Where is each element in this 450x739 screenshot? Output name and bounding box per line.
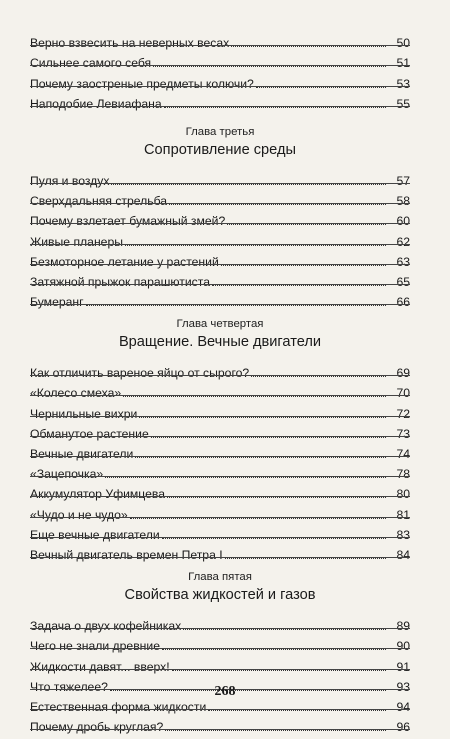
- chapter-label: Глава третья: [185, 125, 255, 138]
- leader-dots: [251, 356, 386, 377]
- entry-page: 73: [396, 426, 410, 441]
- toc-section-continued: [30, 26, 410, 111]
- toc-entry: [30, 164, 410, 188]
- entry-title: Бумеранг: [30, 295, 84, 310]
- toc-entry: [30, 26, 410, 51]
- toc-chapter-5: [30, 570, 410, 735]
- entry-title: Пуля и воздух: [30, 173, 110, 188]
- toc-entry: [30, 396, 410, 421]
- table-of-contents: [30, 26, 410, 735]
- leader-dots: [231, 26, 386, 47]
- entry-page: 62: [396, 234, 410, 249]
- entry-page: 94: [396, 699, 410, 714]
- entry-page: 50: [396, 36, 410, 51]
- leader-dots: [227, 204, 386, 225]
- toc-entry: [30, 629, 410, 654]
- entry-page: 70: [396, 386, 410, 401]
- toc-entry: [30, 46, 410, 71]
- entry-title: Как отличить вареное яйцо от сырого?: [30, 366, 250, 381]
- leader-dots: [153, 46, 386, 67]
- entry-page: 63: [396, 254, 410, 269]
- entry-title: Почему взлетает бумажный змей?: [30, 214, 226, 229]
- leader-dots: [86, 285, 386, 306]
- entry-title: Сильнее самого себя: [30, 56, 152, 71]
- entry-title: Еще вечные двигатели: [30, 527, 160, 542]
- entry-title: Вечный двигатель времен Петра I: [30, 547, 223, 562]
- toc-entry: [30, 285, 410, 310]
- chapter-title: Сопротивление среды: [144, 141, 296, 158]
- entry-title: Задача о двух кофейниках: [30, 619, 182, 634]
- toc-entry: [30, 184, 410, 209]
- entry-page: 53: [396, 76, 410, 91]
- entry-page: 72: [396, 406, 410, 421]
- entry-title: «Зацепочка»: [30, 467, 104, 482]
- entry-title: Что тяжелее?: [30, 679, 108, 694]
- toc-entry: [30, 265, 410, 289]
- entry-page: 69: [396, 366, 410, 381]
- entry-title: Обманутое растение: [30, 426, 149, 441]
- entry-page: 81: [396, 507, 410, 522]
- leader-dots: [162, 518, 386, 539]
- leader-dots: [221, 245, 386, 266]
- entry-page: 65: [396, 274, 410, 289]
- leader-dots: [183, 609, 386, 630]
- entry-title: Безмоторное летание у растений: [30, 254, 219, 269]
- toc-entry: [30, 356, 410, 381]
- leader-dots: [172, 649, 386, 670]
- toc-entry: [30, 376, 410, 401]
- toc-chapter-3: [30, 125, 410, 310]
- entry-title: «Чудо и не чудо»: [30, 507, 128, 522]
- entry-title: Живые планеры: [30, 234, 123, 249]
- leader-dots: [164, 87, 386, 108]
- leader-dots: [151, 417, 386, 438]
- entry-title: Почему заостреные предметы колючи?: [30, 76, 254, 91]
- entry-page: 58: [396, 194, 410, 209]
- entry-page: 74: [396, 447, 410, 461]
- leader-dots: [130, 497, 386, 518]
- chapter-label: Глава четвертая: [176, 318, 264, 331]
- entry-title: Естественная форма жидкости: [30, 699, 207, 714]
- leader-dots: [225, 538, 386, 559]
- leader-dots: [165, 710, 386, 731]
- leader-dots: [111, 164, 386, 185]
- entry-title: Наподобие Левиафана: [30, 96, 162, 111]
- entry-title: Вечные двигатели: [30, 447, 134, 461]
- leader-dots: [169, 184, 386, 205]
- entry-page: 89: [396, 619, 410, 634]
- leader-dots: [125, 224, 386, 245]
- leader-dots: [105, 457, 386, 478]
- toc-chapter-4: [30, 317, 410, 562]
- leader-dots: [256, 66, 386, 87]
- entry-title: Верно взвесить на неверных весах: [30, 36, 230, 51]
- entry-title: «Колесо смеха»: [30, 386, 122, 401]
- chapter-title: Вращение. Вечные двигатели: [118, 334, 322, 351]
- leader-dots: [212, 265, 386, 286]
- leader-dots: [135, 437, 386, 458]
- entry-page: 90: [396, 639, 410, 654]
- chapter-title: Свойства жидкостей и газов: [124, 586, 316, 603]
- entry-page: 93: [396, 679, 410, 694]
- entry-page: 83: [396, 527, 410, 542]
- toc-entry: [30, 457, 410, 482]
- entry-page: 91: [396, 659, 410, 674]
- entry-page: 80: [396, 487, 410, 502]
- entry-page: 84: [396, 547, 410, 562]
- chapter-label: Глава пятая: [188, 570, 252, 583]
- entry-page: 51: [396, 56, 410, 71]
- toc-entry: [30, 518, 410, 542]
- toc-entry: [30, 609, 410, 634]
- toc-entry: [30, 245, 410, 269]
- entry-title: Аккумулятор Уфимцева: [30, 487, 166, 502]
- entry-title: Почему дробь круглая?: [30, 720, 164, 735]
- leader-dots: [123, 376, 386, 397]
- entry-page: 78: [396, 467, 410, 482]
- entry-page: 60: [396, 214, 410, 229]
- leader-dots: [162, 629, 386, 650]
- entry-page: 55: [396, 96, 410, 111]
- leader-dots: [167, 477, 386, 498]
- entry-page: 57: [396, 173, 410, 188]
- toc-entry: [30, 204, 410, 229]
- toc-entry: [30, 538, 410, 562]
- toc-entry: [30, 477, 410, 502]
- entry-title: Жидкости давят... вверх!: [30, 659, 170, 674]
- entry-page: 66: [396, 295, 410, 310]
- leader-dots: [139, 396, 386, 417]
- entry-title: Сверхдальняя стрельба: [30, 194, 168, 209]
- toc-entry: [30, 224, 410, 249]
- page-number: 268: [214, 684, 236, 699]
- entry-page: 96: [396, 720, 410, 735]
- toc-entry: [30, 649, 410, 674]
- entry-title: Чернильные вихри: [30, 406, 138, 421]
- toc-entry: [30, 437, 410, 461]
- entry-title: Чего не знали древние: [30, 639, 160, 654]
- toc-entry: [30, 87, 410, 111]
- toc-entry: [30, 417, 410, 441]
- entry-title: Затяжной прыжок парашютиста: [30, 274, 210, 289]
- toc-entry: [30, 66, 410, 91]
- toc-entry: [30, 710, 410, 735]
- toc-entry: [30, 497, 410, 522]
